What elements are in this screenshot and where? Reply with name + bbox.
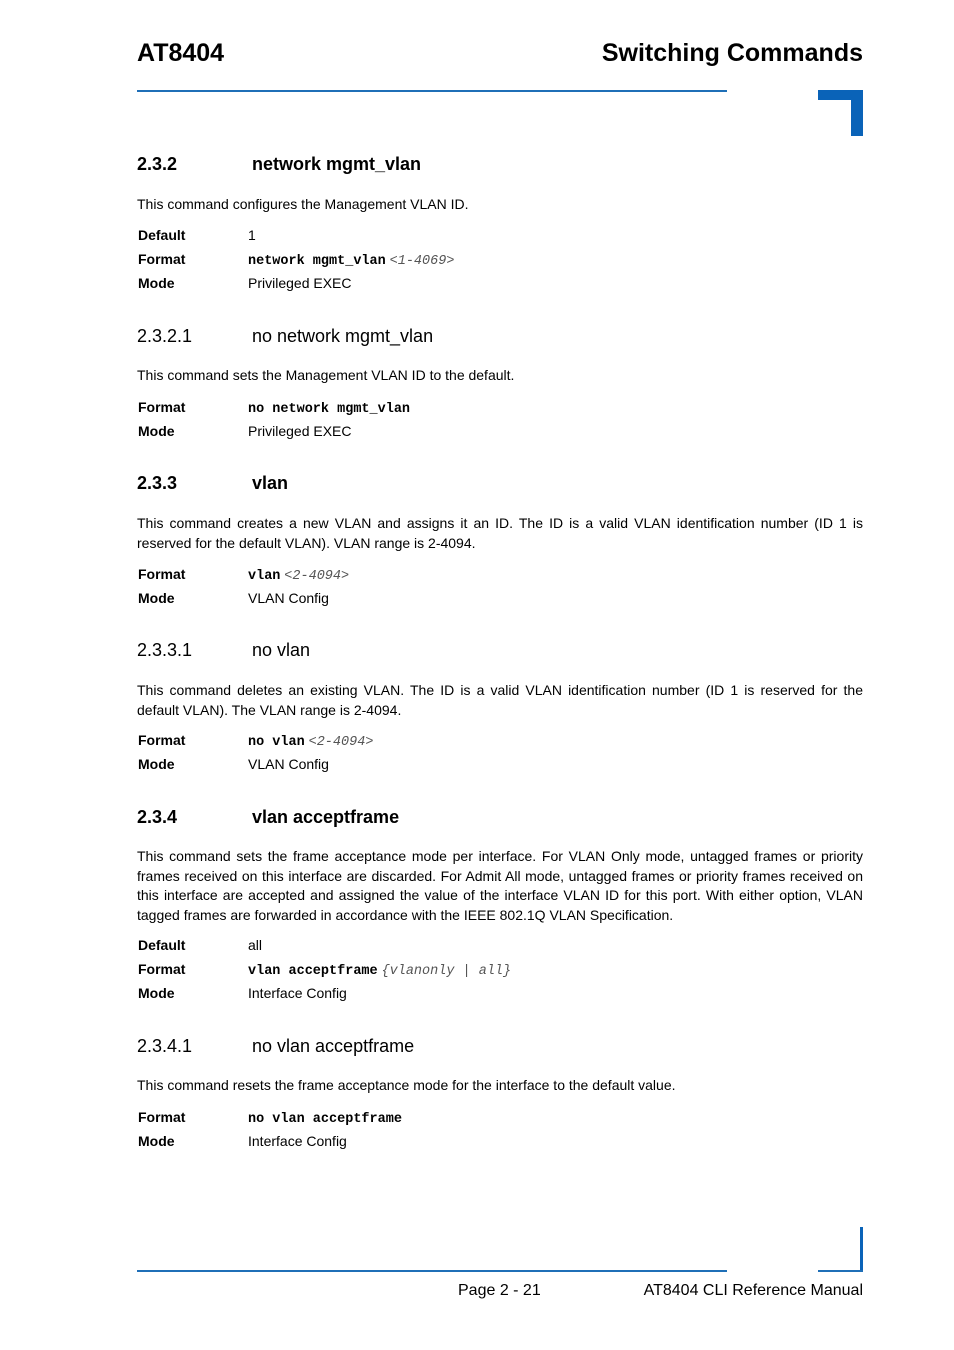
mode-value: VLAN Config <box>248 590 329 606</box>
mode-row <box>137 420 863 442</box>
section-description: This command configures the Management VLAN ID. <box>137 196 469 212</box>
mode-label: Mode <box>138 275 175 291</box>
format-arguments: <2-4094> <box>308 735 374 750</box>
mode-label: Mode <box>138 423 175 439</box>
default-value: 1 <box>248 227 256 243</box>
section-description: This command deletes an existing VLAN. The ID is a valid VLAN identification number (ID 1 is reserved for the default VLAN). The VLAN range is 2-4094. <box>137 682 863 718</box>
mode-row <box>137 1130 863 1152</box>
section-description: This command sets the frame acceptance mode per interface. For VLAN Only mode, untagged frames or priority frames received on this interface are discarded. For Admit All mode, untagged frames or priority frames received on this interface are accepted and assigned the value of the interface VLAN ID for this port. With either option, VLAN tagged frames are forwarded in accordance with the IEEE 802.1Q VLAN Specification. <box>137 848 863 923</box>
section-number: 2.3.3.1 <box>137 640 193 660</box>
section-number: 2.3.2 <box>137 154 178 174</box>
format-arguments: <1-4069> <box>389 254 455 269</box>
mode-row <box>137 982 863 1004</box>
mode-value: Interface Config <box>248 1133 347 1149</box>
format-row <box>137 563 863 585</box>
default-value: all <box>248 937 263 953</box>
mode-row <box>137 587 863 609</box>
format-label: Format <box>138 1109 186 1125</box>
format-arguments: <2-4094> <box>284 569 350 584</box>
mode-row <box>137 753 863 775</box>
section-description: This command resets the frame acceptance mode for the interface to the default value. <box>137 1077 676 1093</box>
default-row <box>137 224 863 246</box>
mode-value: VLAN Config <box>248 756 329 772</box>
format-row <box>137 729 863 751</box>
section-title: no vlan acceptframe <box>252 1036 415 1056</box>
format-row <box>137 1106 863 1128</box>
default-row <box>137 934 863 956</box>
section-description: This command sets the Management VLAN ID to the default. <box>137 367 515 383</box>
format-command: vlan acceptframe <box>248 964 378 979</box>
section-title: vlan <box>252 473 289 493</box>
format-label: Format <box>138 399 186 415</box>
format-arguments: {vlanonly | all} <box>381 964 512 979</box>
section-title: network mgmt_vlan <box>252 154 422 174</box>
header-product: AT8404 <box>137 39 225 67</box>
section-number: 2.3.4.1 <box>137 1036 193 1056</box>
format-row <box>137 958 863 980</box>
header-corner-mark-vertical <box>851 90 863 136</box>
format-command: vlan <box>248 569 281 584</box>
header-rule <box>137 90 727 92</box>
section-description: This command creates a new VLAN and assigns it an ID. The ID is a valid VLAN identification number (ID 1 is reserved for the default VLAN). VLAN range is 2-4094. <box>137 515 863 551</box>
format-command: no vlan <box>248 735 305 750</box>
default-label: Default <box>138 937 186 953</box>
header-chapter: Switching Commands <box>601 39 863 67</box>
footer-rule-right <box>818 1270 863 1272</box>
mode-value: Interface Config <box>248 985 347 1001</box>
format-command: network mgmt_vlan <box>248 254 386 269</box>
section-number: 2.3.4 <box>137 807 178 827</box>
section-title: no network mgmt_vlan <box>252 326 434 346</box>
section-number: 2.3.3 <box>137 473 178 493</box>
mode-label: Mode <box>138 985 175 1001</box>
mode-value: Privileged EXEC <box>248 423 352 439</box>
format-command: no vlan acceptframe <box>248 1112 402 1127</box>
format-label: Format <box>138 251 186 267</box>
footer-page-number: Page 2 - 21 <box>458 1282 541 1299</box>
format-row <box>137 396 863 418</box>
mode-label: Mode <box>138 1133 175 1149</box>
format-label: Format <box>138 566 186 582</box>
mode-label: Mode <box>138 756 175 772</box>
mode-row <box>137 272 863 294</box>
section-title: vlan acceptframe <box>252 807 400 827</box>
default-label: Default <box>138 227 186 243</box>
section-number: 2.3.2.1 <box>137 326 193 346</box>
section-title: no vlan <box>252 640 311 660</box>
format-label: Format <box>138 961 186 977</box>
footer-manual-title: AT8404 CLI Reference Manual <box>643 1282 863 1299</box>
footer-rule <box>137 1270 727 1272</box>
format-command: no network mgmt_vlan <box>248 402 411 417</box>
mode-label: Mode <box>138 590 175 606</box>
mode-value: Privileged EXEC <box>248 275 352 291</box>
format-row <box>137 248 863 270</box>
format-label: Format <box>138 732 186 748</box>
footer-corner-mark <box>860 1227 863 1272</box>
